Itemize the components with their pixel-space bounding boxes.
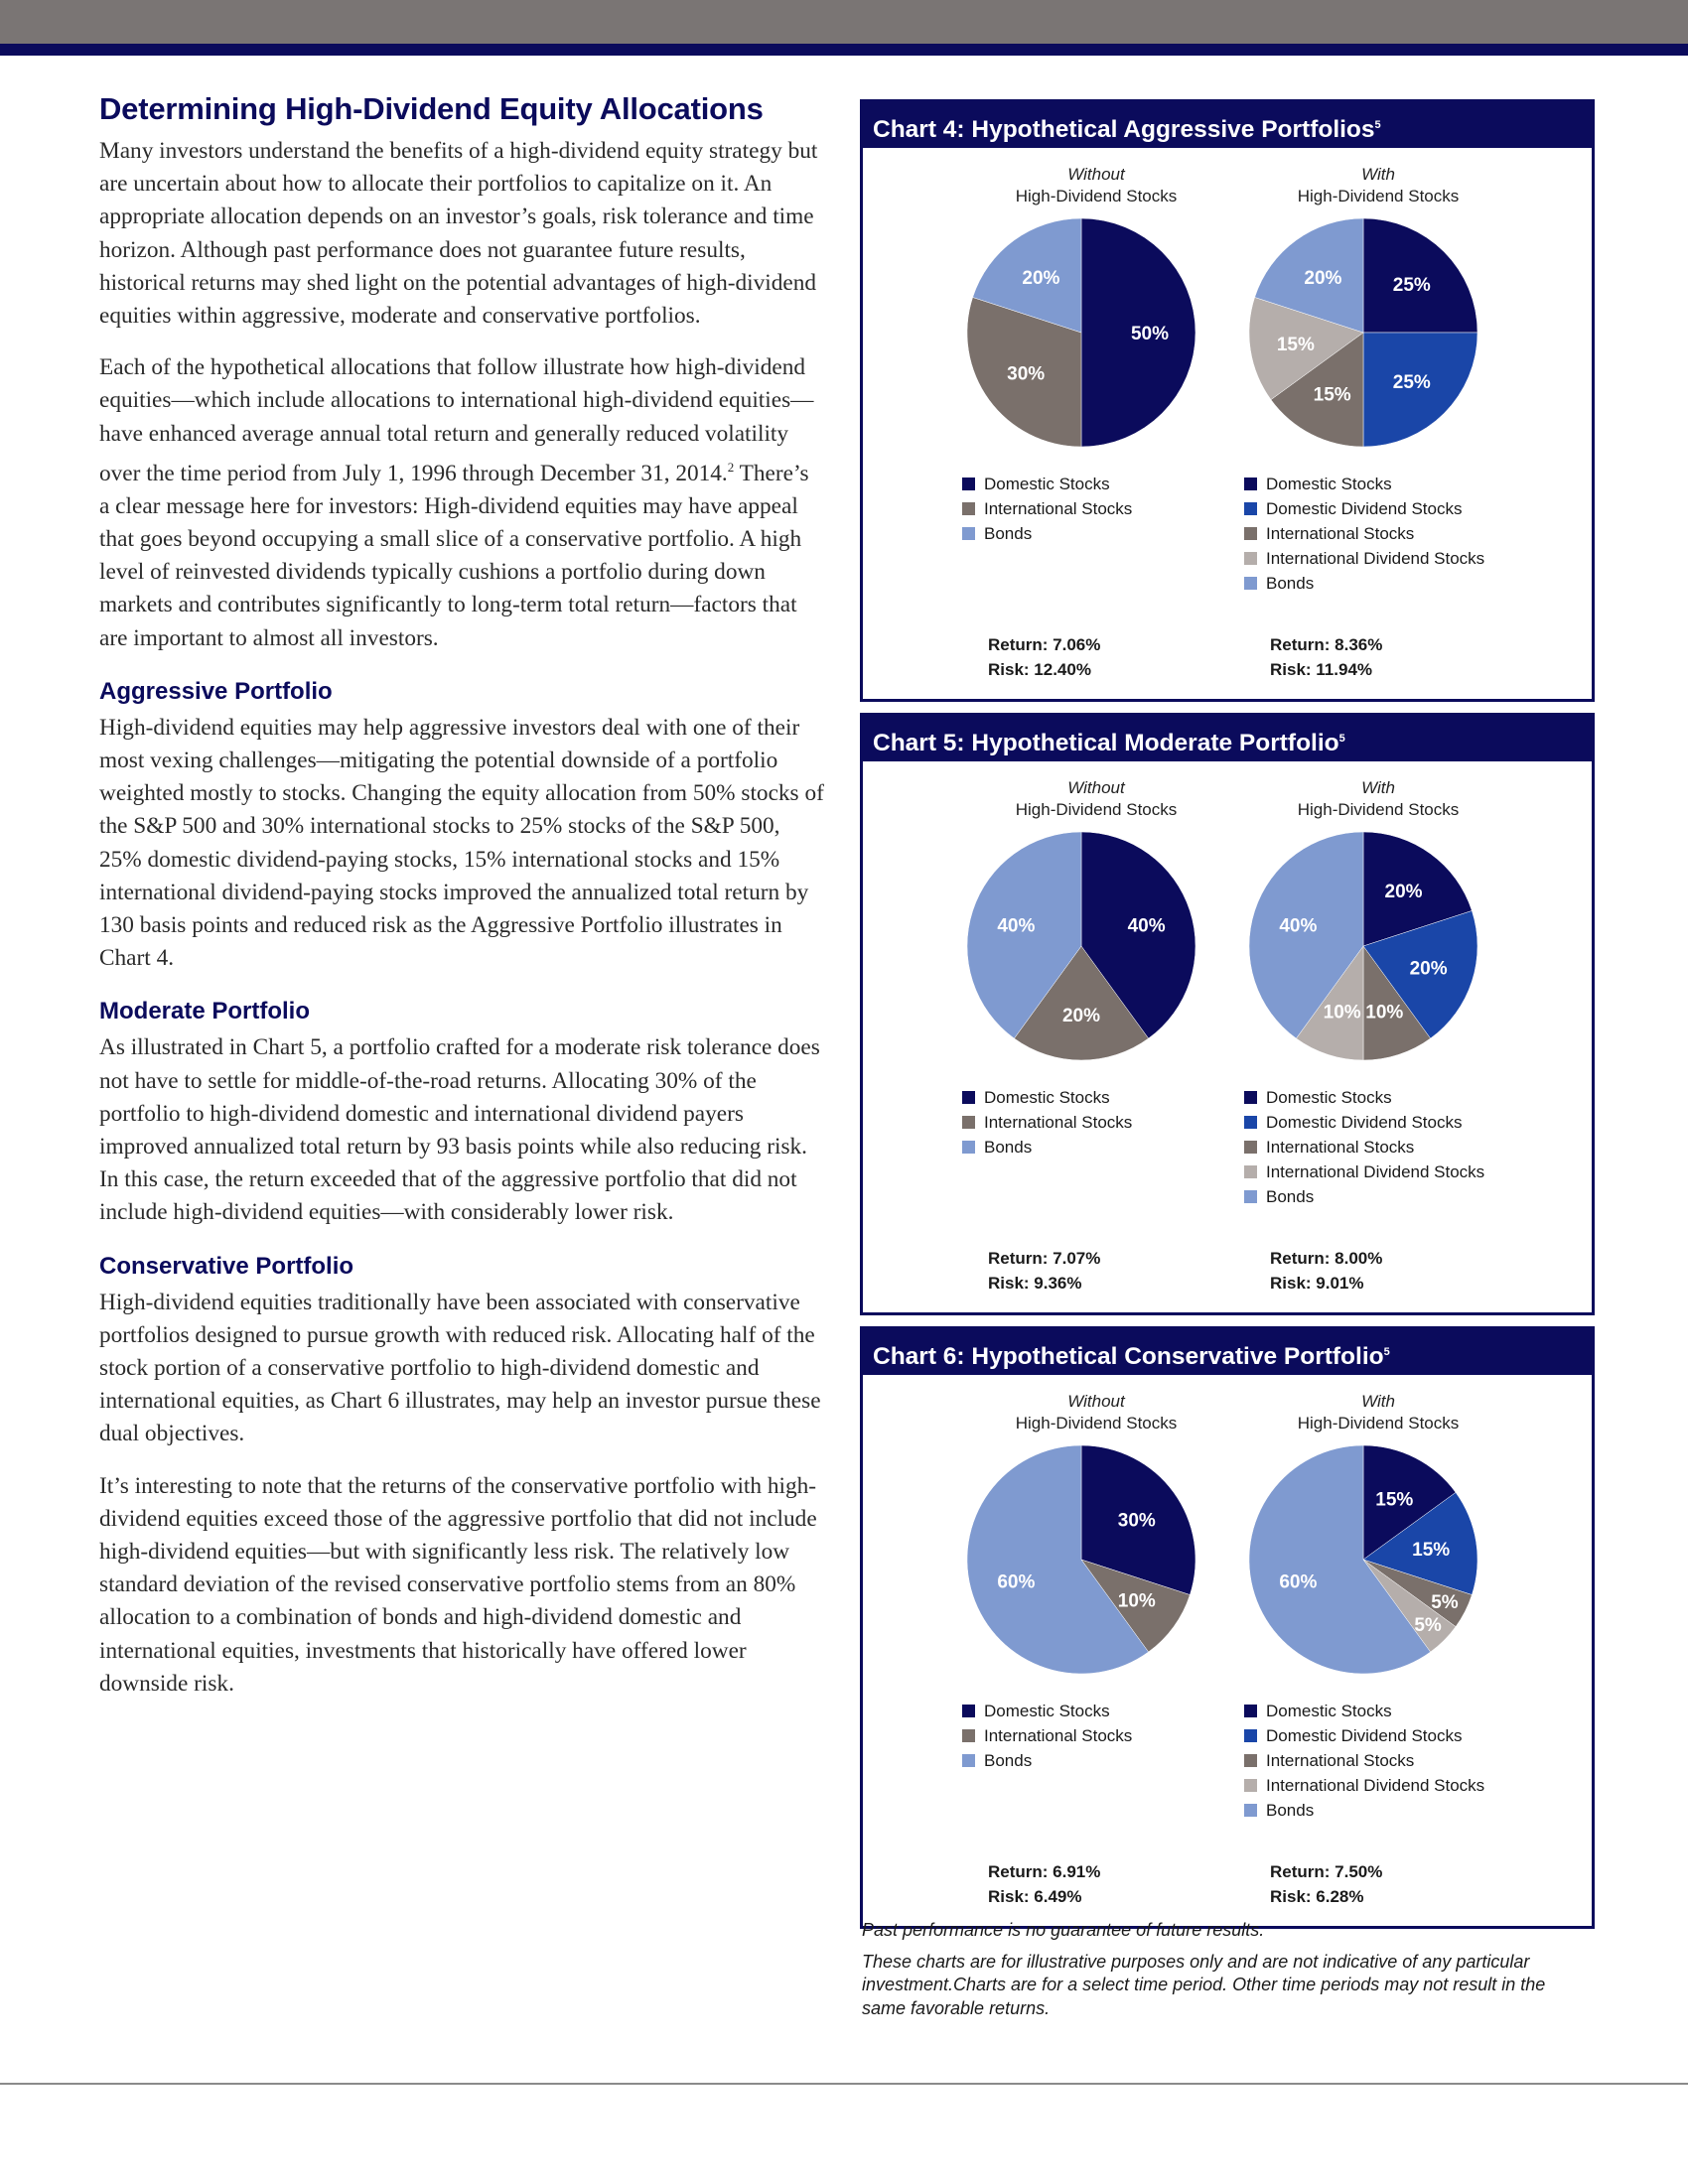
legend-swatch	[1244, 527, 1257, 540]
legend-swatch	[962, 1754, 975, 1767]
legend-label: International Dividend Stocks	[1266, 1776, 1485, 1795]
legend-item-domestic-stocks	[962, 1085, 1290, 1110]
intro-paragraph-2-a: Each of the hypothetical allocations that follow illustrate how high-dividend equities—which include allocations to international high-dividend equities—have enhanced average annual total return and generally reduced volatility over the time period from July 1, 1996 through December 31, 2014.	[99, 354, 814, 486]
legend-item-domestic-stocks	[1244, 1085, 1572, 1110]
legend-item-domestic-stocks	[1244, 1699, 1572, 1723]
footnote-ref: 2	[727, 459, 735, 475]
legend-item-international-stocks	[1244, 521, 1572, 546]
legend-item-bonds	[962, 521, 1290, 546]
intro-paragraph-2-b: There’s a clear message here for investors: High-dividend equities may have appeal that goes beyond occupying a small slice of a conservative portfolio. A high level of reinvested dividends typically cushions a portfolio during down markets and contributes significantly to long-term total return—factors that are important to almost all investors.	[99, 460, 809, 651]
chart-6-without-stats	[988, 1859, 1100, 1909]
legend-swatch	[962, 1141, 975, 1154]
legend-swatch	[1244, 577, 1257, 590]
legend-item-domestic-stocks	[962, 472, 1290, 496]
pie-label-domestic-stocks: 15%	[1375, 1489, 1414, 1511]
legend-item-bonds	[1244, 571, 1572, 596]
legend-swatch	[1244, 1779, 1257, 1792]
chart-6-with-risk: Risk: 6.28%	[1270, 1887, 1364, 1906]
chart-6-without-return: Return: 6.91%	[988, 1862, 1101, 1881]
chart-6-without	[962, 1375, 1290, 1773]
legend-swatch	[1244, 1165, 1257, 1178]
pie-label-international-stocks: 15%	[1313, 384, 1351, 406]
chart-5-without	[962, 761, 1290, 1160]
legend-label: International Stocks	[1266, 1751, 1415, 1770]
pie-label-bonds: 20%	[1022, 268, 1060, 290]
legend-item-domestic-dividend-stocks	[1244, 1723, 1572, 1748]
pie-label-domestic-dividend-stocks: 15%	[1412, 1540, 1451, 1562]
legend-item-domestic-stocks	[962, 1699, 1290, 1723]
chart-4-with-stats	[1270, 632, 1382, 682]
legend-swatch	[962, 1705, 975, 1717]
legend-label: Bonds	[1266, 1801, 1315, 1820]
pie-label-domestic-dividend-stocks: 25%	[1392, 371, 1431, 393]
legend-label: Domestic Dividend Stocks	[1266, 1726, 1463, 1745]
legend-label: International Stocks	[984, 499, 1133, 518]
legend-swatch	[1244, 1754, 1257, 1767]
legend-label: International Stocks	[984, 1726, 1133, 1745]
pie-label-domestic-stocks: 25%	[1392, 275, 1431, 297]
chart-4-without-stats	[988, 632, 1100, 682]
chart-5-with-stats	[1270, 1246, 1382, 1296]
conservative-paragraph-1: High-dividend equities traditionally have been associated with conservative portfolios designed to pursue growth with reduced risk. Allocating half of the stock portion of a conservative portfolio to high-dividend domestic and international equities, as Chart 6 illustrates, may help an investor pursue these dual objectives.	[99, 1289, 821, 1447]
chart-6-without-risk: Risk: 6.49%	[988, 1887, 1082, 1906]
legend-swatch	[1244, 1141, 1257, 1154]
legend-label: International Stocks	[1266, 524, 1415, 543]
legend-swatch	[962, 502, 975, 515]
pie-label-domestic-stocks: 50%	[1130, 324, 1170, 344]
chart-5-without-risk: Risk: 9.36%	[988, 1274, 1082, 1293]
legend-label: International Dividend Stocks	[1266, 549, 1485, 568]
legend-swatch	[962, 1116, 975, 1129]
chart-4-without	[962, 148, 1290, 546]
legend-label: International Stocks	[984, 1113, 1133, 1132]
chart-4-with-return: Return: 8.36%	[1270, 635, 1383, 654]
chart-4-title: Chart 4: Hypothetical Aggressive Portfolios$^5$	[863, 102, 1592, 148]
legend-label: International Stocks	[1266, 1138, 1415, 1157]
disclaimer-line-2: These charts are for illustrative purposes only and are not indicative of any particular investment.Charts are for a select time period. Other time periods may not result in the same favorable returns.	[862, 1951, 1546, 2018]
chart-6-without-legend	[962, 1699, 1290, 1773]
disclaimer-notes	[862, 1919, 1587, 2028]
chart-4-box	[860, 99, 1595, 702]
pie-label-international-dividend-stocks: 15%	[1276, 334, 1315, 355]
pie-label-bonds: 60%	[1279, 1571, 1318, 1593]
pie-label-international-stocks: 5%	[1431, 1591, 1459, 1613]
pie-label-international-stocks: 30%	[1007, 363, 1046, 385]
legend-label: Domestic Dividend Stocks	[1266, 499, 1463, 518]
chart-5-body	[863, 761, 1592, 1312]
chart-5-box	[860, 713, 1595, 1315]
top-navy-rule	[0, 44, 1688, 56]
aggressive-paragraph: High-dividend equities may help aggressive investors deal with one of their most vexing challenges—mitigating the potential downside of a portfolio weighted mostly to stocks. Changing the equity allocation from 50% stocks of the S&P 500 and 30% international stocks to 25% stocks of the S&P 500, 25% domestic dividend-paying stocks, 15% international stocks and 15% international dividend-paying stocks improved the annualized total return by 130 basis points and reduced risk as the Aggressive Portfolio illustrates in Chart 4.	[99, 714, 824, 972]
aggressive-heading: Aggressive Portfolio	[99, 677, 333, 705]
chart-5-without-return: Return: 7.07%	[988, 1249, 1101, 1268]
legend-label: Bonds	[984, 524, 1033, 543]
chart-5-title: Chart 5: Hypothetical Moderate Portfolio$^5$	[863, 716, 1592, 761]
legend-swatch	[1244, 552, 1257, 565]
top-gray-band	[0, 0, 1688, 44]
legend-swatch	[1244, 478, 1257, 490]
legend-item-international-stocks	[1244, 1135, 1572, 1160]
legend-label: Domestic Stocks	[984, 1702, 1110, 1720]
chart-5-without-legend	[962, 1085, 1290, 1160]
legend-swatch	[962, 478, 975, 490]
legend-item-domestic-stocks	[1244, 472, 1572, 496]
chart-5-with	[1244, 761, 1572, 1209]
legend-item-bonds	[962, 1748, 1290, 1773]
chart-4-with-legend	[1244, 472, 1572, 596]
chart-6-box	[860, 1326, 1595, 1929]
disclaimer-line-1: Past performance is no guarantee of future results.	[862, 1920, 1265, 1940]
legend-swatch	[1244, 1729, 1257, 1742]
chart-4-without-risk: Risk: 12.40%	[988, 660, 1091, 679]
pie-label-international-stocks: 10%	[1117, 1590, 1156, 1612]
legend-swatch	[1244, 1091, 1257, 1104]
chart-5-without-label: Without High-Dividend Stocks	[1015, 778, 1178, 819]
chart-6-with-return: Return: 7.50%	[1270, 1862, 1383, 1881]
legend-swatch	[1244, 1804, 1257, 1817]
legend-swatch	[1244, 1116, 1257, 1129]
legend-item-domestic-dividend-stocks	[1244, 1110, 1572, 1135]
legend-item-bonds	[1244, 1184, 1572, 1209]
moderate-paragraph: As illustrated in Chart 5, a portfolio crafted for a moderate risk tolerance does not have to settle for middle-of-the-road returns. Allocating 30% of the portfolio to high-dividend domestic and international dividend payers improved annualized total return by 93 basis points while also reducing risk. In this case, the return exceeded that of the aggressive portfolio that did not include high-dividend equities—with considerably lower risk.	[99, 1034, 820, 1226]
chart-6-with-stats	[1270, 1859, 1382, 1909]
legend-swatch	[1244, 1190, 1257, 1203]
pie-label-international-dividend-stocks: 5%	[1414, 1615, 1442, 1637]
legend-item-international-stocks	[1244, 1748, 1572, 1773]
chart-4-with	[1244, 148, 1572, 596]
article-title: Determining High-Dividend Equity Allocations	[99, 91, 764, 126]
legend-item-international-dividend-stocks	[1244, 1160, 1572, 1184]
legend-item-domestic-dividend-stocks	[1244, 496, 1572, 521]
legend-item-international-stocks	[962, 496, 1290, 521]
chart-4-with-risk: Risk: 11.94%	[1270, 660, 1373, 679]
chart-5-with-label: With High-Dividend Stocks	[1297, 778, 1460, 819]
moderate-heading: Moderate Portfolio	[99, 998, 311, 1025]
chart-5-without-pie	[962, 827, 1200, 1065]
pie-label-bonds: 60%	[997, 1571, 1036, 1593]
chart-6-without-label: Without High-Dividend Stocks	[1015, 1392, 1178, 1433]
pie-label-domestic-stocks: 30%	[1117, 1510, 1156, 1532]
legend-label: Bonds	[1266, 574, 1315, 593]
legend-item-international-dividend-stocks	[1244, 546, 1572, 571]
conservative-heading: Conservative Portfolio	[99, 1252, 354, 1280]
article-column	[99, 91, 824, 1701]
chart-4-with-label: With High-Dividend Stocks	[1297, 165, 1460, 205]
legend-label: Domestic Stocks	[1266, 1702, 1392, 1720]
legend-label: Domestic Stocks	[984, 475, 1110, 493]
legend-swatch	[962, 527, 975, 540]
pie-label-domestic-stocks: 40%	[1127, 915, 1166, 937]
chart-6-with-legend	[1244, 1699, 1572, 1823]
pie-label-international-stocks: 10%	[1365, 1002, 1404, 1024]
chart-4-without-pie	[962, 213, 1200, 452]
legend-label: Domestic Stocks	[1266, 475, 1392, 493]
legend-swatch	[962, 1091, 975, 1104]
legend-label: Domestic Stocks	[1266, 1088, 1392, 1107]
legend-swatch	[1244, 1705, 1257, 1717]
chart-6-with-pie	[1244, 1440, 1482, 1679]
legend-item-bonds	[962, 1135, 1290, 1160]
chart-4-without-return: Return: 7.06%	[988, 635, 1101, 654]
legend-item-international-stocks	[962, 1110, 1290, 1135]
legend-swatch	[962, 1729, 975, 1742]
legend-swatch	[1244, 502, 1257, 515]
chart-5-with-return: Return: 8.00%	[1270, 1249, 1383, 1268]
conservative-paragraph-2: It’s interesting to note that the returns of the conservative portfolio with high-dividend equities exceed those of the aggressive portfolio that did not include high-dividend equities—but with significantly less risk. The relatively low standard deviation of the revised conservative portfolio stems from an 80% allocation to a combination of bonds and high-dividend domestic and international equities, investments that historically have offered lower downside risk.	[99, 1472, 817, 1697]
legend-item-international-dividend-stocks	[1244, 1773, 1572, 1798]
chart-4-body	[863, 148, 1592, 699]
pie-label-international-dividend-stocks: 10%	[1323, 1002, 1361, 1024]
chart-6-title: Chart 6: Hypothetical Conservative Portfolio$^5$	[863, 1329, 1592, 1375]
chart-6-with	[1244, 1375, 1572, 1823]
intro-paragraph-2	[99, 351, 824, 655]
legend-label: Bonds	[1266, 1187, 1315, 1206]
intro-paragraph-1: Many investors understand the benefits of a high-dividend equity strategy but are uncertain about how to allocate their portfolios to capitalize on it. An appropriate allocation depends on an investor’s goals, risk tolerance and time horizon. Although past performance does not guarantee future results, historical returns may shed light on the potential advantages of high-dividend equities within aggressive, moderate and conservative portfolios.	[99, 138, 818, 330]
legend-label: Bonds	[984, 1751, 1033, 1770]
legend-label: International Dividend Stocks	[1266, 1162, 1485, 1181]
chart-6-body	[863, 1375, 1592, 1926]
legend-item-bonds	[1244, 1798, 1572, 1823]
chart-4-without-legend	[962, 472, 1290, 546]
pie-label-domestic-stocks: 20%	[1384, 882, 1423, 903]
chart-6-with-label: With High-Dividend Stocks	[1297, 1392, 1460, 1433]
chart-4-without-label: Without High-Dividend Stocks	[1015, 165, 1178, 205]
pie-label-bonds: 40%	[997, 915, 1036, 937]
chart-5-without-stats	[988, 1246, 1100, 1296]
pie-label-bonds: 20%	[1304, 268, 1342, 290]
pie-label-bonds: 40%	[1279, 915, 1318, 937]
pie-label-domestic-dividend-stocks: 20%	[1409, 958, 1448, 980]
chart-6-without-pie	[962, 1440, 1200, 1679]
legend-label: Domestic Dividend Stocks	[1266, 1113, 1463, 1132]
bottom-rule	[0, 2083, 1688, 2085]
chart-4-with-pie	[1244, 213, 1482, 452]
legend-label: Bonds	[984, 1138, 1033, 1157]
legend-label: Domestic Stocks	[984, 1088, 1110, 1107]
chart-5-with-pie	[1244, 827, 1482, 1065]
pie-label-international-stocks: 20%	[1061, 1006, 1101, 1026]
legend-item-international-stocks	[962, 1723, 1290, 1748]
chart-5-with-risk: Risk: 9.01%	[1270, 1274, 1364, 1293]
chart-5-with-legend	[1244, 1085, 1572, 1209]
